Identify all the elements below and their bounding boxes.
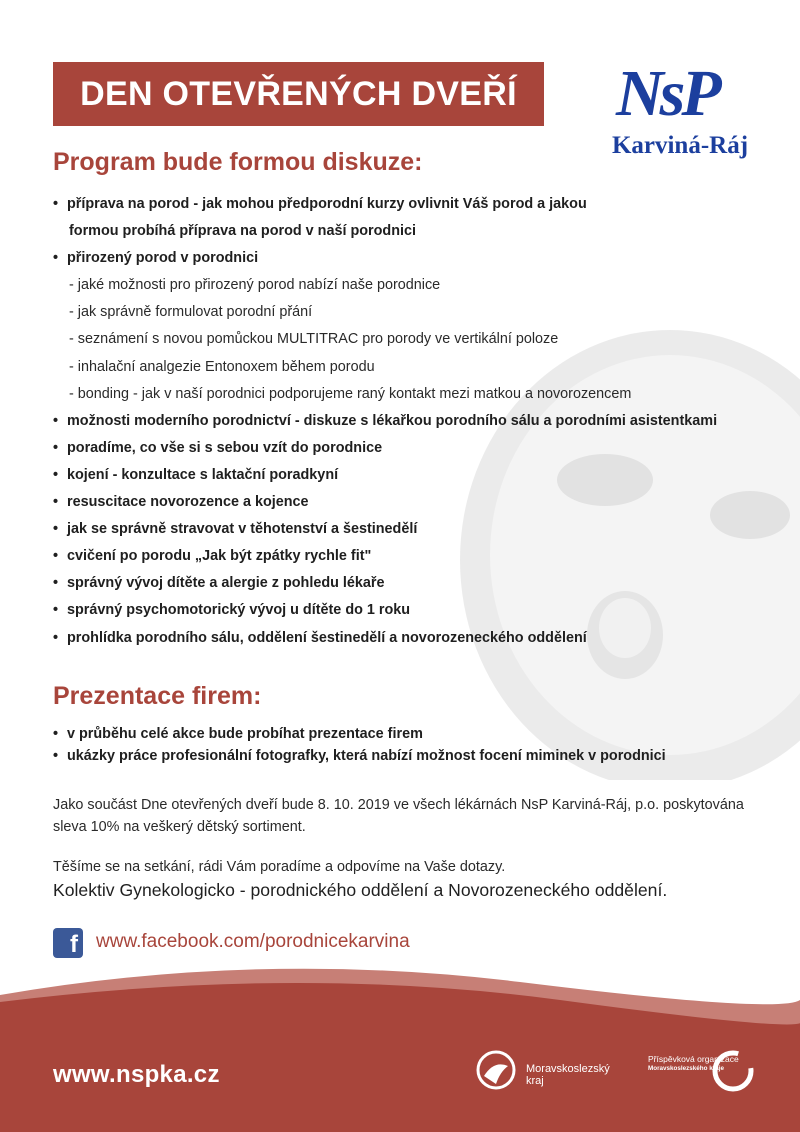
list-item: • příprava na porod - jak mohou předporodní kurzy ovlivnit Váš porod a jakou xyxy=(53,191,793,218)
program-list xyxy=(53,191,793,652)
sub-list-item: - seznámení s novou pomůckou MULTITRAC pro porody ve vertikální poloze xyxy=(69,331,559,348)
prezentace-heading: Prezentace firem: xyxy=(53,682,262,710)
list-item: • cvičení po porodu „Jak být zpátky rychle fit" xyxy=(53,543,793,570)
list-item: • ukázky práce profesionální fotografky, která nabízí možnost focení miminek v porodnici xyxy=(53,745,793,767)
list-item: • kojení - konzultace s laktační poradkyní xyxy=(53,462,793,489)
list-item: • v průběhu celé akce bude probíhat prezentace firem xyxy=(53,723,793,745)
organization-ring-icon xyxy=(710,1048,756,1094)
footer-band xyxy=(0,960,800,1132)
list-item-continuation: formou probíhá příprava na porod v naší porodnici xyxy=(69,223,417,240)
sub-list-item: - bonding - jak v naší porodnici podporujeme raný kontakt mezi matkou a novorozencem xyxy=(69,385,632,402)
region-logo xyxy=(476,1050,626,1090)
list-item: • správný vývoj dítěte a alergie z pohledu lékaře xyxy=(53,570,793,597)
sub-list-item: - inhalační analgezie Entonoxem během porodu xyxy=(69,358,375,375)
list-item: • správný psychomotorický vývoj u dítěte do 1 roku xyxy=(53,597,793,624)
organization-line2: Moravskoslezského kraje xyxy=(648,1065,724,1072)
page-title: DEN OTEVŘENÝCH DVEŘÍ xyxy=(53,62,544,126)
logo-subtitle: Karviná-Ráj xyxy=(611,132,749,159)
list-item: • jak se správně stravovat v těhotenství a šestinedělí xyxy=(53,516,793,543)
facebook-link[interactable]: www.facebook.com/porodnicekarvina xyxy=(96,931,410,952)
list-item: • poradíme, co vše si s sebou vzít do porodnice xyxy=(53,435,793,462)
list-item: • možnosti moderního porodnictví - diskuze s lékařkou porodního sálu a porodními asistentkami xyxy=(53,408,793,435)
prezentace-list xyxy=(53,723,793,767)
sub-list-item: - jaké možnosti pro přirozený porod nabízí naše porodnice xyxy=(69,277,441,294)
logo-mark: NsP xyxy=(616,57,718,130)
program-heading: Program bude formou diskuze: xyxy=(53,148,423,176)
facebook-icon[interactable]: f xyxy=(53,928,83,958)
website-link[interactable]: www.nspka.cz xyxy=(53,1061,220,1088)
greeting-paragraph: Těšíme se na setkání, rádi Vám poradíme a odpovíme na Vaše dotazy. xyxy=(53,859,506,875)
region-logo-text: Moravskoslezský kraj xyxy=(526,1063,610,1087)
organization-line1: Příspěvková organizace xyxy=(648,1054,739,1064)
hospital-logo xyxy=(600,58,770,168)
organization-logo xyxy=(648,1048,758,1093)
discount-paragraph: Jako součást Dne otevřených dveří bude 8. 10. 2019 ve všech lékárnách NsP Karviná-Ráj, p.o. poskytována sleva 10% na veškerý dětský sortiment. xyxy=(53,797,744,835)
list-item: • resuscitace novorozence a kojence xyxy=(53,489,793,516)
sub-list-item: - jak správně formulovat porodní přání xyxy=(69,304,313,321)
list-item: • prohlídka porodního sálu, oddělení šestinedělí a novorozeneckého oddělení xyxy=(53,625,793,652)
region-emblem-icon xyxy=(476,1050,520,1090)
signature-paragraph: Kolektiv Gynekologicko - porodnického oddělení a Novorozeneckého oddělení. xyxy=(53,880,668,900)
list-item: • přirozený porod v porodnici xyxy=(53,245,793,272)
